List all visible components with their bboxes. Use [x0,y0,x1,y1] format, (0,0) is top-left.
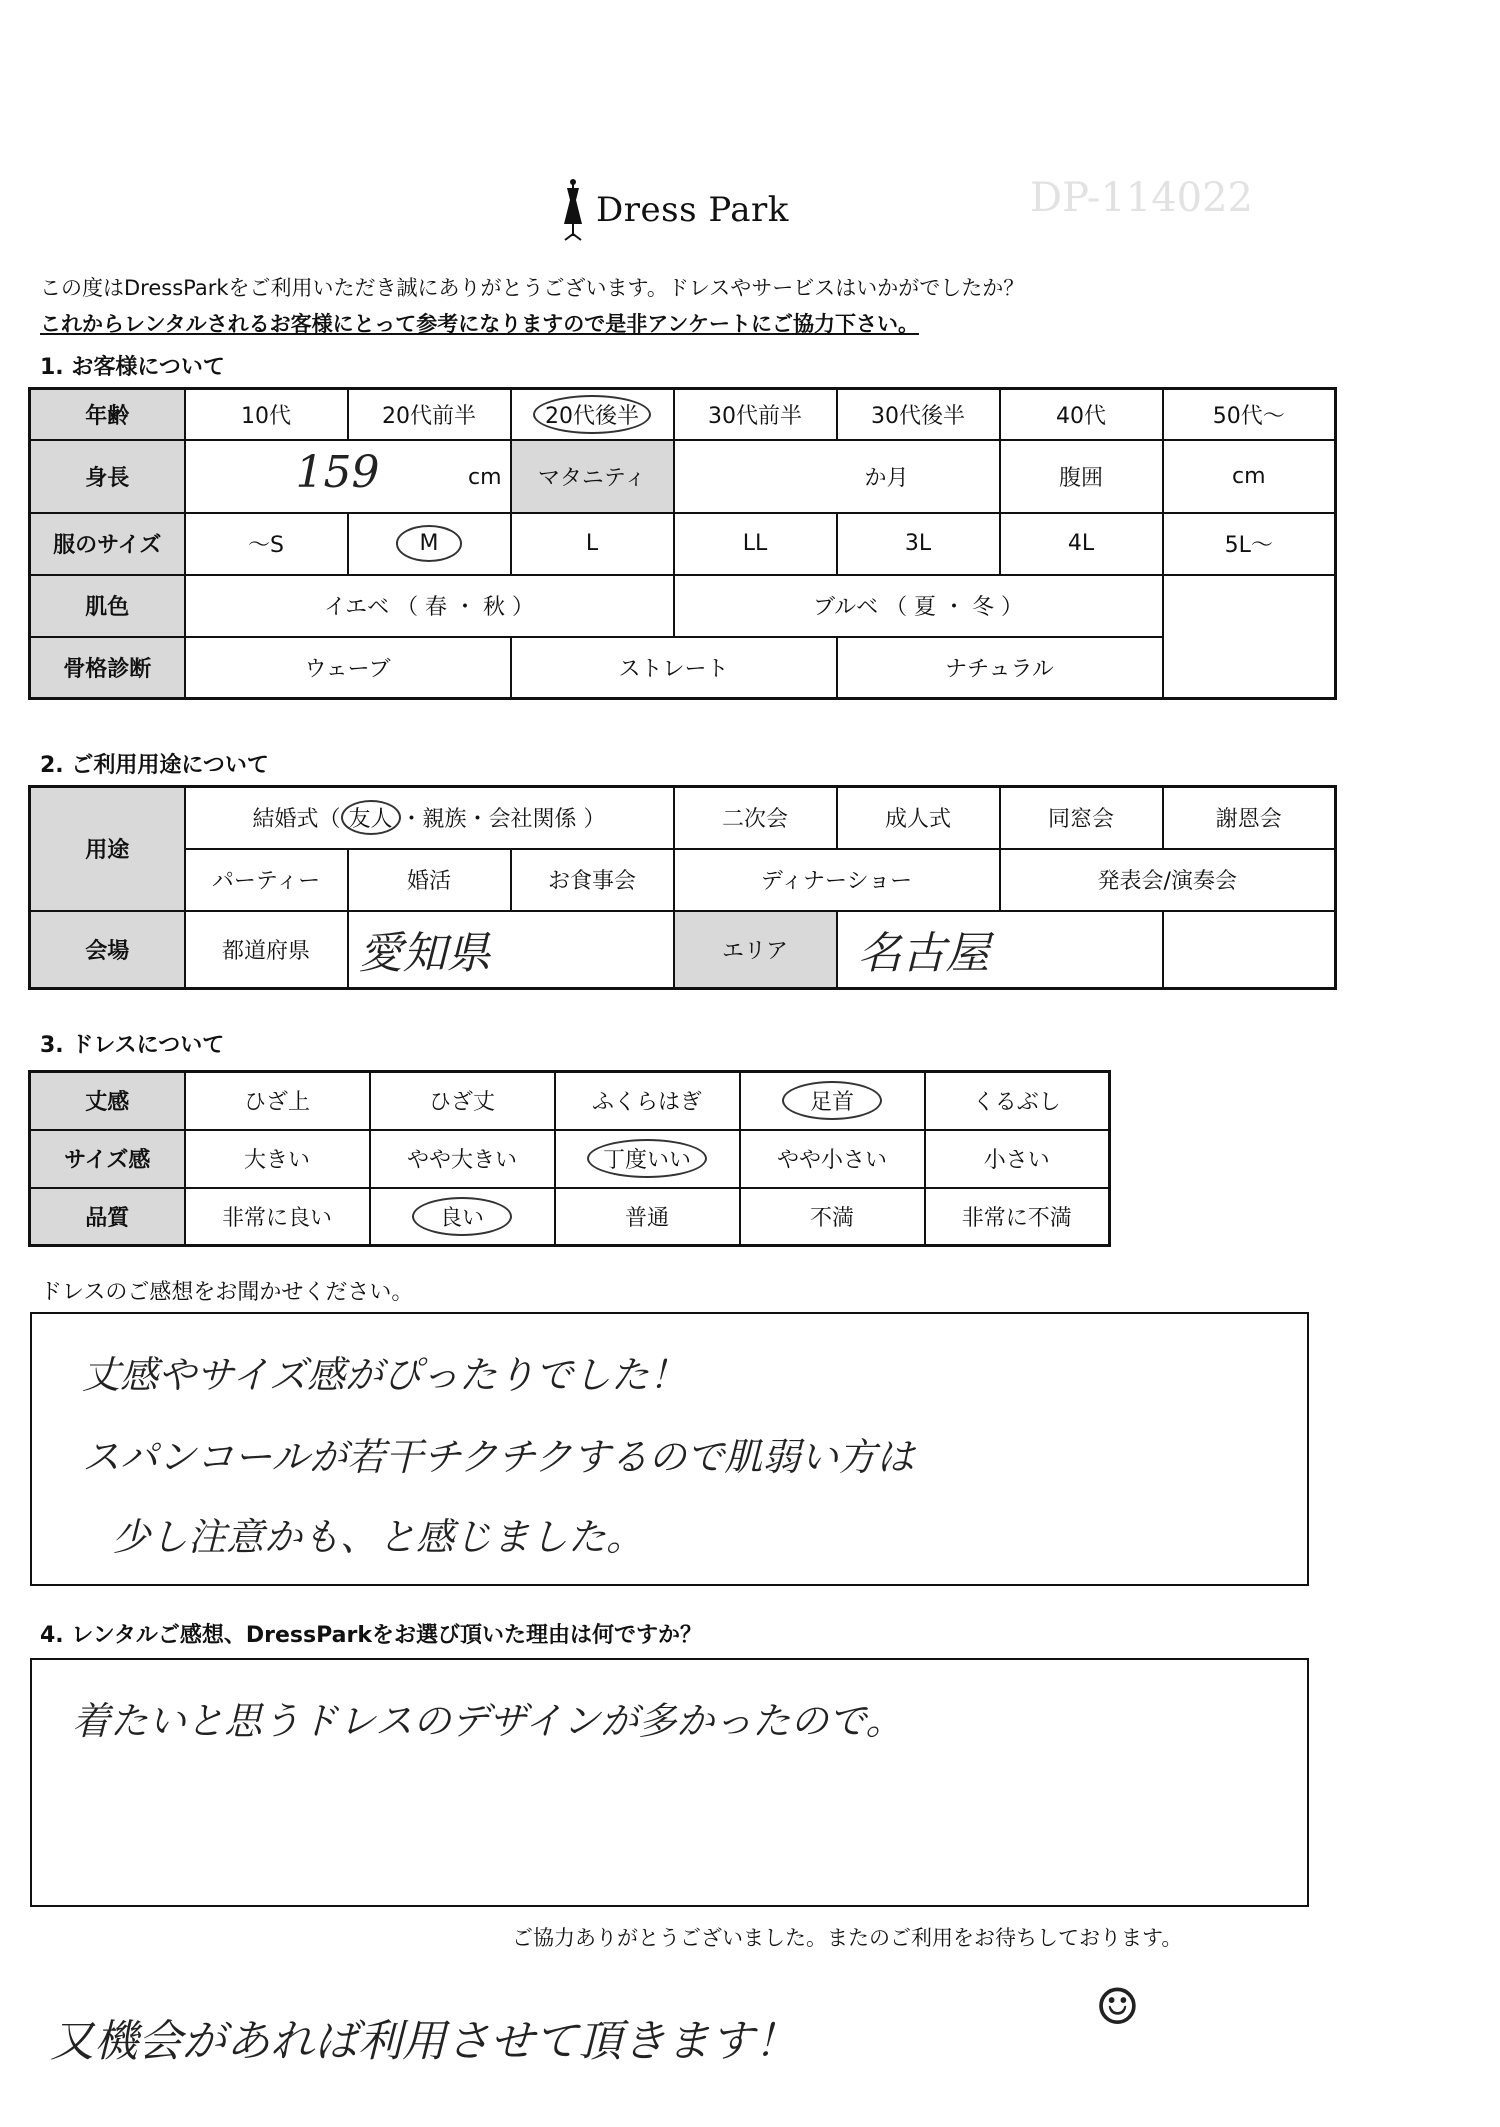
size-option[interactable]: L [511,513,674,575]
customer-table [28,387,1337,700]
age-option[interactable]: 30代後半 [837,389,1000,440]
dresspark-logo [560,178,789,242]
usage-option[interactable]: 同窓会 [1000,787,1163,849]
section3-title: 3. ドレスについて [40,1033,225,1058]
height-field[interactable] [185,440,511,513]
quality-option[interactable]: 不満 [740,1188,925,1246]
impression-line-2: スパンコールが若干チクチクするので肌弱い方は [82,1435,915,1479]
smile-icon: ☺ [1095,1978,1140,2036]
usage-option[interactable]: 成人式 [837,787,1000,849]
frame-option[interactable]: ストレート [511,637,837,699]
impression-box[interactable] [30,1312,1309,1586]
size-option[interactable]: LL [674,513,837,575]
wedding-prefix: 結婚式（ [252,807,341,833]
thanks-text: ご協力ありがとうございました。またのご利用をお待ちしております。 [512,1926,1183,1950]
intro-line-2: これからレンタルされるお客様にとって参考になりますので是非アンケートにご協力下さい。 [40,312,919,336]
logo-text: Dress Park [596,190,789,230]
venue-label: 会場 [30,911,185,989]
usage-row-1 [30,787,1336,849]
quality-option[interactable]: 非常に良い [185,1188,370,1246]
usage-option[interactable]: ディナーショー [674,849,1000,911]
size-option[interactable]: 〜S [185,513,348,575]
impression-line-3: 少し注意かも、と感じました。 [112,1515,645,1559]
reason-answer: 着たいと思うドレスのデザインが多かったので。 [72,1699,904,1743]
length-option[interactable]: ひざ上 [185,1072,370,1130]
quality-option-selected[interactable] [370,1188,555,1246]
fit-option-selected[interactable] [555,1130,740,1188]
venue-row [30,911,1336,989]
usage-option[interactable]: 謝恩会 [1163,787,1336,849]
belly-unit[interactable]: cm [1163,440,1336,513]
quality-label: 品質 [30,1188,185,1246]
quality-option[interactable]: 普通 [555,1188,740,1246]
size-option-selected[interactable] [348,513,511,575]
usage-table [28,785,1337,990]
frame-row [30,637,1336,699]
fit-option[interactable]: 大きい [185,1130,370,1188]
height-value: 159 [295,446,380,498]
frame-label: 骨格診断 [30,637,185,699]
usage-option[interactable]: 婚活 [348,849,511,911]
impression-line-1: 丈感やサイズ感がぴったりでした！ [82,1353,687,1397]
handwritten-note: 又機会があれば利用させて頂きます！ [50,2016,798,2067]
selected-circle: 良い [412,1197,512,1236]
length-label: 丈感 [30,1072,185,1130]
belly-label: 腹囲 [1000,440,1163,513]
empty-cell [1163,575,1336,637]
skin-yellow-base[interactable]: イエベ （ 春 ・ 秋 ） [185,575,674,637]
empty-cell [1163,911,1336,989]
frame-option[interactable]: ウェーブ [185,637,511,699]
quality-option[interactable]: 非常に不満 [925,1188,1110,1246]
wedding-suffix: ・親族・会社関係 ） [400,807,606,833]
length-option[interactable]: くるぶし [925,1072,1110,1130]
selected-circle: 足首 [782,1081,882,1120]
age-option[interactable]: 30代前半 [674,389,837,440]
age-row [30,389,1336,440]
size-option[interactable]: 3L [837,513,1000,575]
section1-title: 1. お客様について [40,355,225,380]
dress-mannequin-icon [560,178,586,242]
usage-row-2 [30,849,1336,911]
skin-row [30,575,1336,637]
impression-prompt: ドレスのご感想をお聞かせください。 [40,1280,414,1305]
frame-option[interactable]: ナチュラル [837,637,1163,699]
fit-option[interactable]: 小さい [925,1130,1110,1188]
section4-title: 4. レンタルご感想、DressParkをお選び頂いた理由は何ですか？ [40,1623,702,1648]
size-label: 服のサイズ [30,513,185,575]
selected-circle: 丁度いい [587,1139,707,1178]
size-option[interactable]: 4L [1000,513,1163,575]
empty-cell [1163,637,1336,699]
prefecture-value[interactable]: 愛知県 [348,911,674,989]
reason-box[interactable] [30,1658,1309,1907]
age-option[interactable]: 20代前半 [348,389,511,440]
faint-stamp-text: DP-114022 [1030,175,1254,221]
fit-row [30,1130,1110,1188]
wedding-friend-selected: 友人 [341,800,401,835]
usage-wedding[interactable] [185,787,674,849]
section2-title: 2. ご利用用途について [40,753,269,778]
usage-option[interactable]: 発表会/演奏会 [1000,849,1336,911]
maternity-label: マタニティ [511,440,674,513]
length-option[interactable]: ふくらはぎ [555,1072,740,1130]
fit-label: サイズ感 [30,1130,185,1188]
skin-blue-base[interactable]: ブルベ （ 夏 ・ 冬 ） [674,575,1163,637]
maternity-months[interactable]: か月 [674,440,1000,513]
area-label: エリア [674,911,837,989]
age-label: 年齢 [30,389,185,440]
area-value[interactable]: 名古屋 [837,911,1163,989]
height-row [30,440,1336,513]
selected-circle: M [396,525,463,562]
usage-option[interactable]: パーティー [185,849,348,911]
height-unit: cm [467,464,502,490]
height-label: 身長 [30,440,185,513]
quality-row [30,1188,1110,1246]
usage-option[interactable]: 二次会 [674,787,837,849]
usage-label: 用途 [30,787,185,911]
selected-circle: 20代後半 [533,395,651,434]
dress-table [28,1070,1111,1247]
size-option[interactable]: 5L〜 [1163,513,1336,575]
skin-label: 肌色 [30,575,185,637]
usage-option[interactable]: お食事会 [511,849,674,911]
length-option[interactable]: ひざ丈 [370,1072,555,1130]
age-option[interactable]: 50代〜 [1163,389,1336,440]
age-option-selected[interactable] [511,389,674,440]
age-option[interactable]: 40代 [1000,389,1163,440]
intro-line-1: この度はDressParkをご利用いただき誠にありがとうございます。ドレスやサービスはいかがでしたか？ [40,276,1025,300]
length-row [30,1072,1110,1130]
size-row [30,513,1336,575]
fit-option[interactable]: やや小さい [740,1130,925,1188]
fit-option[interactable]: やや大きい [370,1130,555,1188]
prefecture-label: 都道府県 [185,911,348,989]
age-option[interactable]: 10代 [185,389,348,440]
length-option-selected[interactable] [740,1072,925,1130]
